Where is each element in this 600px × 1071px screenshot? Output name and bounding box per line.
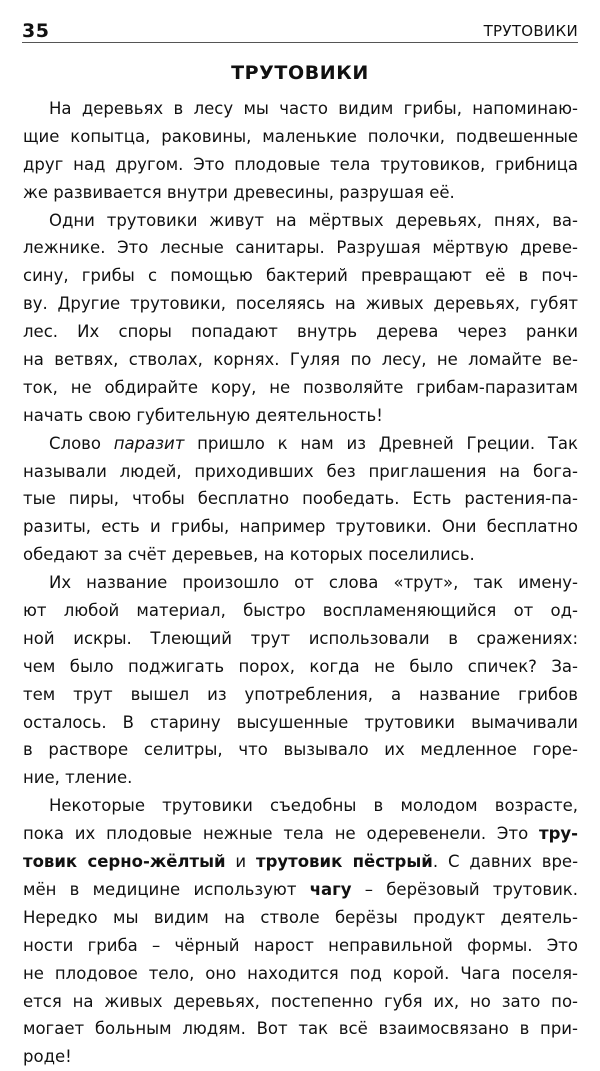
text-run: пришло к нам из Древней Греции. Так (184, 433, 578, 453)
bold-term-variegated-polypore: трутовик пёстрый (256, 852, 433, 872)
paragraph-2 (23, 207, 578, 430)
text-line: осталось. В старину высушенные трутовики вымачивали (23, 712, 578, 732)
page-number: 35 (22, 20, 50, 42)
text-line: ние, тление. (23, 768, 133, 788)
paragraph-5 (23, 792, 578, 1071)
text-line: на ветвях, стволах, корнях. Гуляя по лесу, не ломайте ве- (23, 350, 578, 370)
paragraph-1 (23, 95, 578, 207)
text-run: . С давних вре- (432, 852, 578, 872)
text-run: пока их плодовые нежные тела не одеревенели. Это (23, 824, 540, 844)
text-line (23, 430, 578, 458)
text-line: На деревьях в лесу мы часто видим грибы, напоминаю- (49, 99, 578, 118)
text-line: называли людей, приходивших без приглашения на бога- (23, 461, 578, 481)
running-header (22, 20, 578, 43)
paragraph-3 (23, 430, 578, 569)
text-line: Одни трутовики живут на мёртвых деревьях, пнях, ва- (49, 210, 578, 230)
text-line (23, 876, 578, 904)
italic-term-parasite: паразит (113, 433, 185, 453)
text-line: Некоторые трутовики съедобны в молодом возрасте, (49, 796, 578, 816)
text-line: тые пиры, чтобы бесплатно пообедать. Есть растения-па- (23, 489, 578, 509)
text-line: Их название произошло от слова «трут», так имену- (49, 573, 578, 593)
text-line: чем было поджигать порох, когда не было спичек? За- (23, 656, 578, 676)
text-line: ется на живых деревьях, постепенно губя их, но зато по- (23, 991, 578, 1011)
text-line: ной искры. Тлеющий трут использовали в сражениях: (23, 628, 578, 648)
text-line (23, 820, 578, 848)
text-line: ток, не обдирайте кору, не позволяйте грибам-паразитам (23, 377, 578, 397)
paragraph-4 (23, 569, 578, 792)
bold-term-sulphur-polypore: товик серно-жёлтый (23, 852, 226, 872)
text-line: щие копытца, раковины, маленькие полочки, подвешенные (23, 126, 578, 146)
text-line: же развивается внутри древесины, разрушая её. (23, 182, 455, 202)
text-line: друг над другом. Это плодовые тела трутовиков, грибница (23, 154, 578, 174)
text-line: сину, грибы с помощью бактерий превращают её в поч- (23, 266, 578, 286)
bold-term: тру- (539, 824, 578, 844)
running-title: ТРУТОВИКИ (483, 22, 578, 40)
text-line: Нередко мы видим на стволе берёзы продукт деятель- (23, 907, 578, 927)
text-run: Слово (49, 433, 114, 453)
article-body (23, 95, 578, 1071)
text-line: роде! (23, 1047, 72, 1067)
text-line (23, 848, 578, 876)
text-line: ву. Другие трутовики, поселяясь на живых деревьях, губят (23, 294, 578, 314)
text-line: не плодовое тело, оно находится под корой. Чага поселя- (23, 963, 578, 983)
text-line: тем трут вышел из употребления, а название грибов (23, 684, 578, 704)
text-line: ности гриба – чёрный нарост неправильной формы. Это (23, 935, 578, 955)
bold-term-chaga: чагу (309, 879, 352, 899)
text-line: ют любой материал, быстро воспламеняющийся от од- (23, 601, 578, 621)
text-line: в растворе селитры, что вызывало их медленное горе- (23, 740, 578, 760)
chapter-title: ТРУТОВИКИ (231, 62, 369, 84)
text-line: лес. Их споры попадают внутрь дерева через ранки (23, 322, 578, 342)
text-run: и (225, 852, 257, 872)
text-run: – берёзовый трутовик. (351, 879, 578, 899)
text-run: мён в медицине используют (23, 879, 310, 899)
text-line: начать свою губительную деятельность! (23, 405, 383, 425)
text-line: лежнике. Это лесные санитары. Разрушая мёртвую древе- (23, 238, 578, 258)
text-line: могает больным людям. Вот так всё взаимосвязано в при- (23, 1019, 578, 1039)
text-line: обедают за счёт деревьев, на которых поселились. (23, 545, 475, 565)
text-line: разиты, есть и грибы, например трутовики. Они бесплатно (23, 517, 578, 537)
